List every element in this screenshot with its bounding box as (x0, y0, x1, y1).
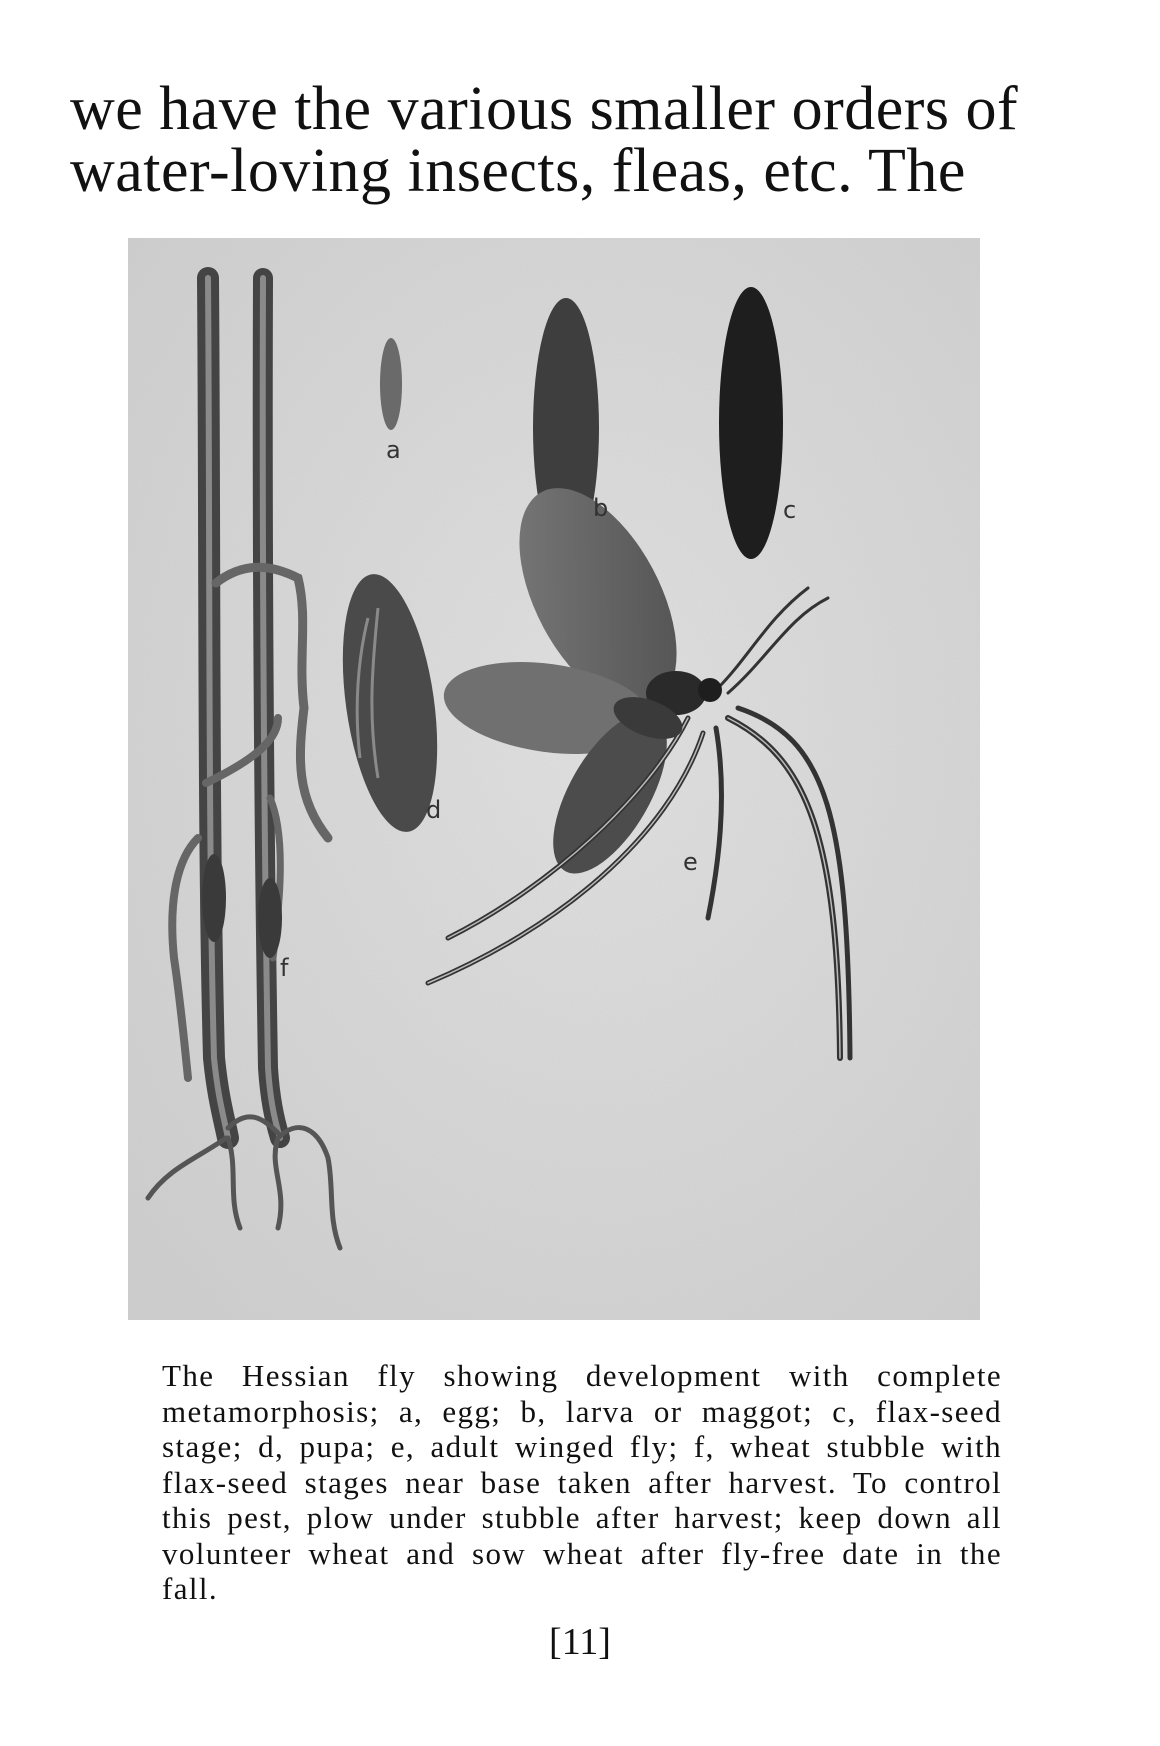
egg-drawing (380, 338, 402, 430)
figure-label-b: b (593, 494, 609, 522)
figure-label-f: f (280, 954, 289, 982)
text-line-2: water-loving insects, fleas, etc. The (70, 137, 966, 205)
figure-caption: The Hessian fly showing development with complete metamorphosis; a, egg; b, larva or maggot; c, flax-seed stage; d, pupa; e, adult winged fly; f, wheat stubble with flax-seed stages near base taken after harvest. To control this pest, plow under stubble after harvest; keep down all volunteer wheat and sow wheat after fly-free date in the fall. (162, 1358, 1002, 1606)
text-line-1: we have the various smaller orders of (70, 75, 1019, 143)
page-number: [11] (549, 1621, 611, 1663)
figure-label-d: d (426, 796, 442, 824)
figure-label-a: a (386, 436, 401, 464)
hessian-fly-illustration (128, 238, 980, 1320)
figure-label-e: e (683, 848, 698, 876)
figure-label-c: c (783, 496, 797, 524)
flax-seed-drawing (719, 287, 783, 559)
